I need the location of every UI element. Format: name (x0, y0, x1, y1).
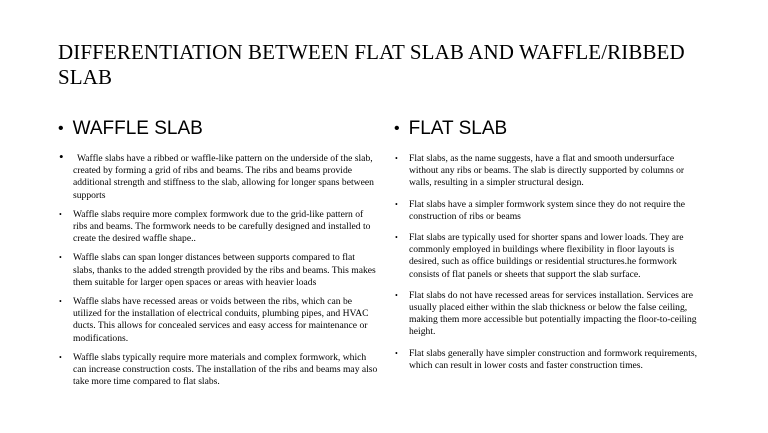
bullet-icon: • (395, 290, 398, 300)
bullet-icon: • (395, 199, 398, 209)
bullet-icon: • (59, 352, 62, 362)
list-item (394, 290, 704, 339)
bullet-icon: • (59, 297, 62, 307)
list-item-text: Waffle slabs require more complex formwork due to the grid-like pattern of ribs and beams. The formwork needs to be carefully designed and installed to create the desired waffle shape.. (73, 208, 371, 245)
list-item-text: Flat slabs, as the name suggests, have a flat and smooth undersurface without any ribs or beams. The slab is directly supported by columns or walls, resulting in a simpler structural design. (409, 153, 685, 189)
list-item-text: Flat slabs are typically used for shorter spans and lower loads. They are commonly employed in buildings where flexibility in floor layouts is desired, such as office buildings or residential structures.he formwork consists of flat panels or sheets that support the slab surface. (409, 232, 684, 280)
bullet-icon: • (394, 120, 400, 137)
flat-slab-heading (394, 117, 704, 141)
bullet-icon: • (395, 154, 398, 163)
flat-slab-column (394, 117, 704, 381)
waffle-slab-heading-label: WAFFLE SLAB (72, 118, 203, 139)
waffle-slab-list (58, 149, 378, 388)
list-item-text: Waffle slabs typically require more materials and complex formwork, which can increase construction costs. The installation of the ribs and beams may also take more time compared to flat slabs. (73, 351, 378, 388)
list-item (58, 149, 378, 202)
list-item-text: Flat slabs have a simpler formwork system since they do not require the construction of ribs or beams (409, 198, 686, 222)
waffle-slab-heading (58, 117, 378, 141)
bullet-icon: • (59, 209, 62, 219)
list-item (58, 296, 378, 345)
flat-slab-list (394, 153, 704, 372)
list-item-text: Flat slabs do not have recessed areas for services installation. Services are usually placed either within the slab thickness or below the false ceiling, making them more accessible but potentially impacting the floor-to-ceiling height. (409, 289, 697, 338)
list-item-text: Flat slabs generally have simpler construction and formwork requirements, which can result in lower costs and faster construction times. (409, 347, 697, 371)
bullet-icon: • (59, 253, 62, 263)
list-item (58, 352, 378, 389)
bullet-icon: • (59, 149, 64, 164)
list-item-text: Waffle slabs have a ribbed or waffle-like pattern on the underside of the slab, created by forming a grid of ribs and beams. The ribs and beams provide additional strength and stiffness to the slab, allowing for longer spans between supports (73, 153, 374, 201)
list-item (394, 232, 704, 281)
bullet-icon: • (395, 348, 398, 358)
bullet-icon: • (395, 233, 398, 243)
waffle-slab-column (58, 117, 378, 395)
slide-title: DIFFERENTIATION BETWEEN FLAT SLAB AND WAFFLE/RIBBED SLAB (58, 40, 685, 89)
list-item (394, 153, 704, 190)
list-item (58, 252, 378, 289)
flat-slab-heading-label: FLAT SLAB (408, 118, 508, 139)
list-item (394, 348, 704, 372)
list-item-text: Waffle slabs can span longer distances between supports compared to flat slabs, thanks to the added strength provided by the ribs and beams. This makes them suitable for larger open spaces or areas with heavier loads (73, 252, 376, 288)
list-item-text: Waffle slabs have recessed areas or voids between the ribs, which can be utilized for the installation of electrical conduits, plumbing pipes, and HVAC ducts. This allows for concealed services and easy access for maintenance or modifications. (73, 296, 369, 344)
list-item (394, 199, 704, 223)
list-item (58, 209, 378, 246)
bullet-icon: • (58, 120, 64, 137)
